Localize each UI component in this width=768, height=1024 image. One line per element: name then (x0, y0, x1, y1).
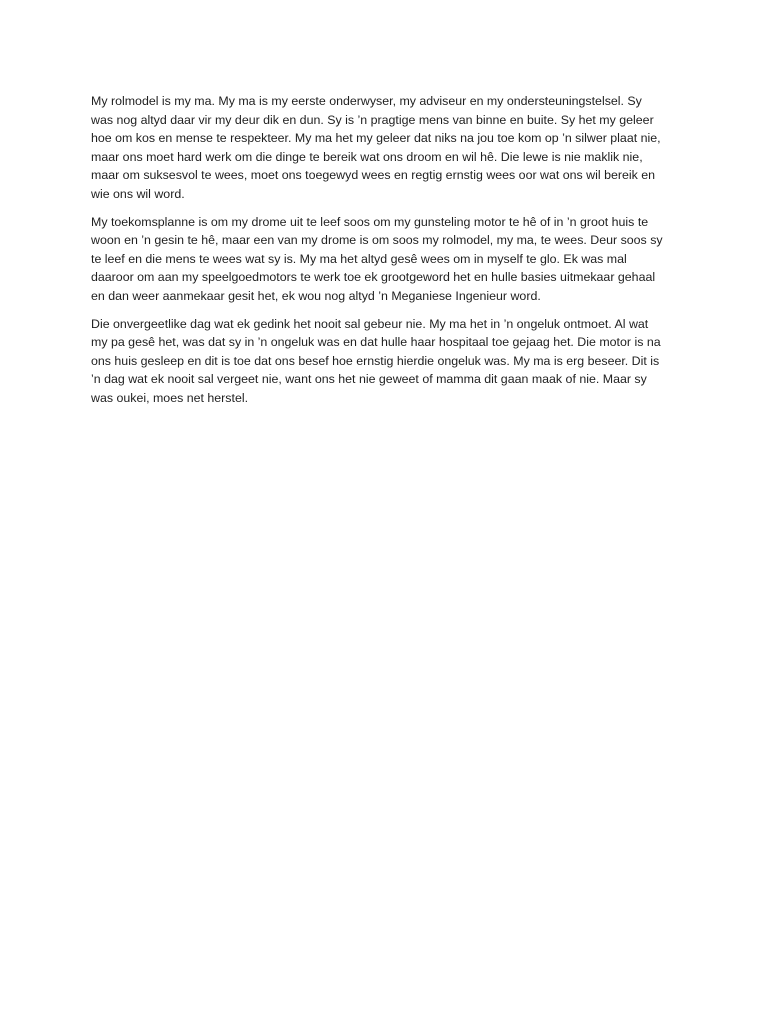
text-line: hoe om kos en mense te respekteer. My ma het my geleer dat niks na jou toe kom op ’n silwer plaat nie, (91, 131, 661, 146)
text-line: Die onvergeetlike dag wat ek gedink het nooit sal gebeur nie. My ma het in ’n ongeluk ontmoet. Al wat (91, 316, 649, 331)
text-line: was oukei, moes net herstel. (91, 390, 249, 405)
text-line: ons huis gesleep en dit is toe dat ons besef hoe ernstig hierdie ongeluk was. My ma is erg beseer. Dit is (91, 353, 660, 368)
text-line: My toekomsplanne is om my drome uit te leef soos om my gunsteling motor te hê of in ’n groot huis te (91, 214, 649, 229)
text-line: my pa gesê het, was dat sy in ’n ongeluk was en dat hulle haar hospitaal toe gejaag het. Die motor is na (91, 335, 661, 350)
text-line: maar om suksesvol te wees, moet ons toegewyd wees en regtig ernstig wees oor wat ons wil bereik en (91, 168, 656, 183)
text-line: en dan weer aanmekaar gesit het, ek wou nog altyd ’n Meganiese Ingenieur word. (91, 288, 541, 303)
text-line: wie ons wil word. (91, 186, 185, 201)
text-line: was nog altyd daar vir my deur dik en dun. Sy is ’n pragtige mens van binne en buite. Sy het my geleer (91, 112, 654, 127)
text-line: ’n dag wat ek nooit sal vergeet nie, want ons het nie geweet of mamma dit gaan maak of nie. Maar sy (91, 372, 647, 387)
text-line: maar ons moet hard werk om die dinge te bereik wat ons droom en wil hê. Die lewe is nie maklik nie, (91, 149, 643, 164)
document-body (91, 92, 681, 417)
text-line: te leef en die mens te wees wat sy is. My ma het altyd gesê wees om in myself te glo. Ek was mal (91, 251, 627, 266)
text-line: woon en ’n gesin te hê, maar een van my drome is om soos my rolmodel, my ma, te wees. Deur soos sy (91, 233, 663, 248)
text-line: daaroor om aan my speelgoedmotors te werk toe ek grootgeword het en hulle basies uitmekaar gehaal (91, 270, 656, 285)
paragraph-rolmodel (91, 92, 681, 204)
paragraph-onvergeetlike-dag (91, 315, 681, 408)
text-line: My rolmodel is my ma. My ma is my eerste onderwyser, my adviseur en my ondersteuningstelsel. Sy (91, 94, 642, 108)
paragraph-toekomsplanne (91, 213, 681, 306)
